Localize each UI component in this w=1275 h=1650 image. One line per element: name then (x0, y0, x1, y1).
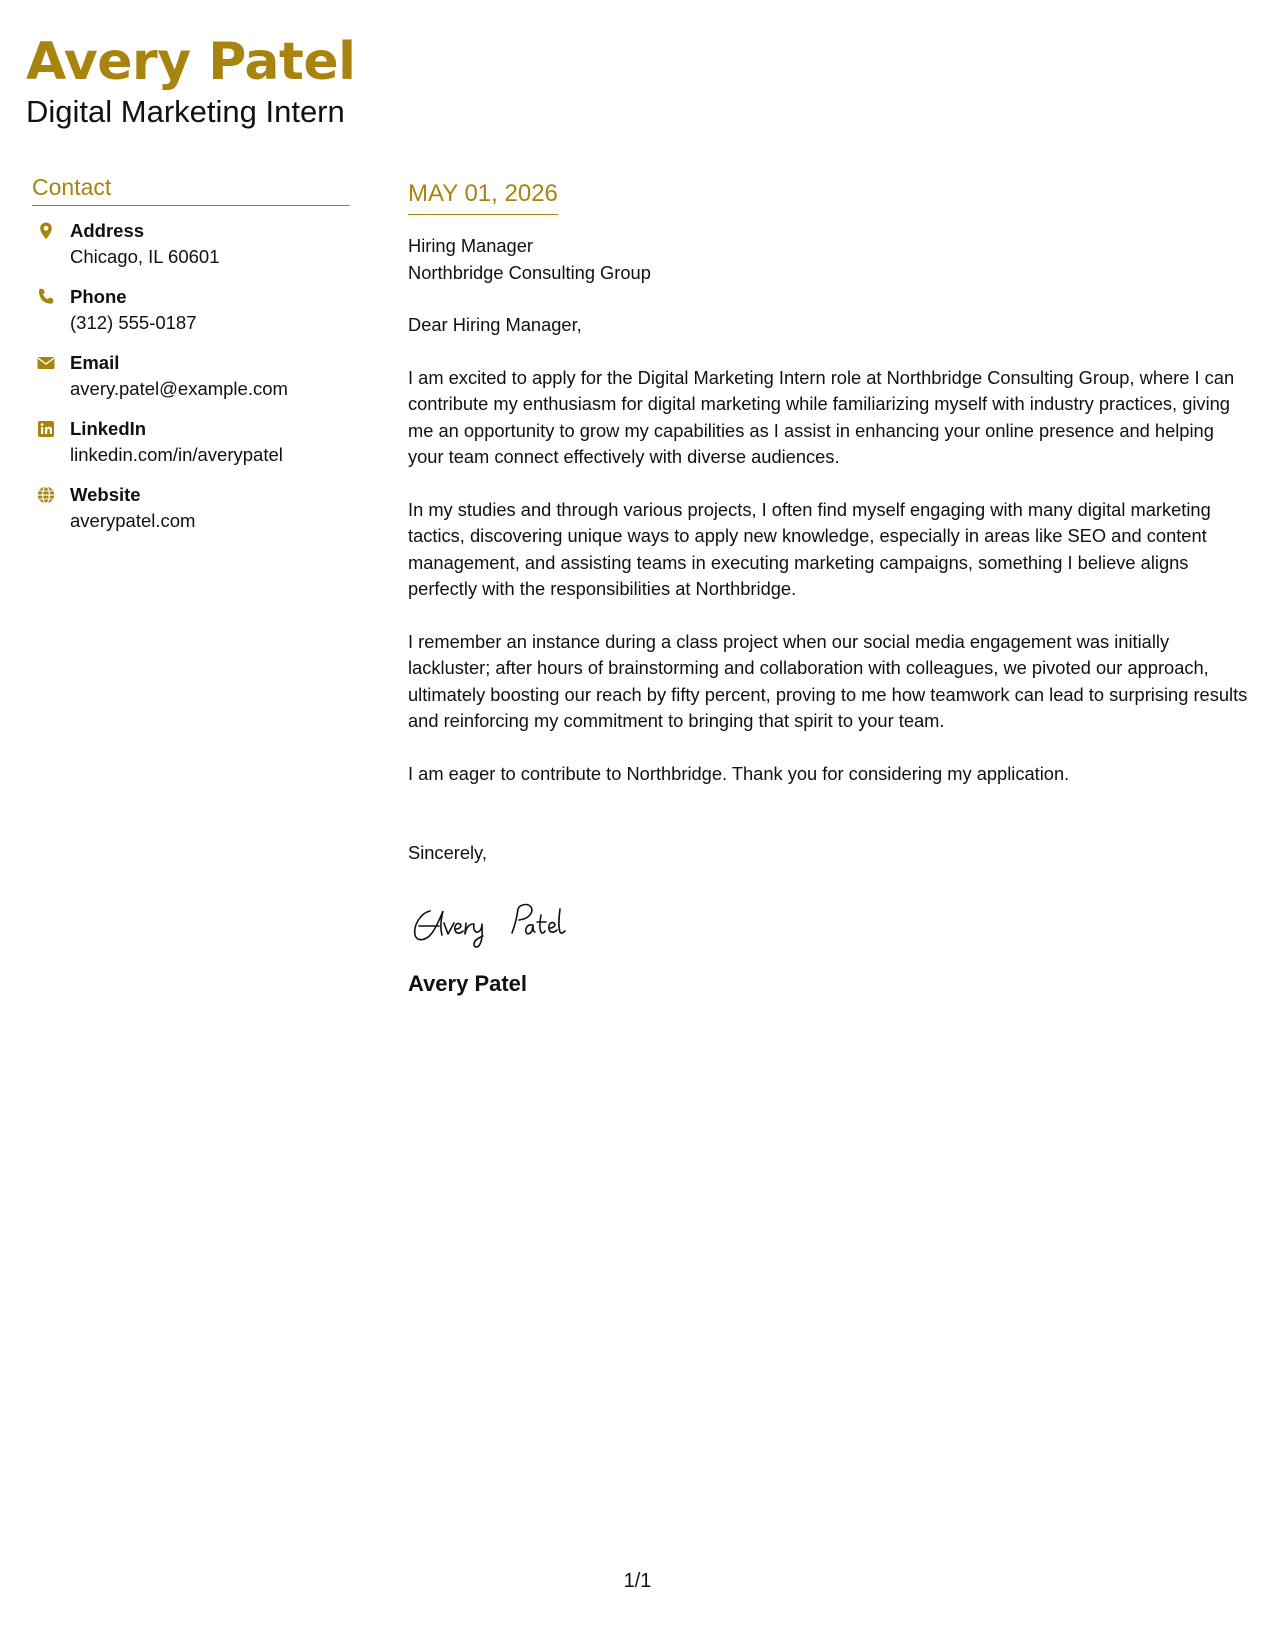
contact-item-linkedin (32, 416, 350, 468)
contact-value: Chicago, IL 60601 (70, 246, 220, 267)
contact-label: Phone (70, 286, 127, 307)
phone-icon (36, 287, 56, 307)
contact-item-email (32, 350, 350, 402)
contact-value: linkedin.com/in/averypatel (70, 444, 283, 465)
linkedin-icon (36, 419, 56, 439)
signed-name: Avery Patel (408, 970, 528, 996)
contact-item-website (32, 482, 350, 534)
handwritten-signature (408, 893, 1248, 953)
contact-value: avery.patel@example.com (70, 378, 288, 399)
page-number: 1/1 (623, 1570, 652, 1592)
contact-value: averypatel.com (70, 510, 196, 531)
contact-label: Address (70, 220, 145, 241)
globe-icon (36, 485, 56, 505)
applicant-name: Avery Patel (26, 32, 356, 92)
contact-label: Website (70, 484, 141, 505)
recipient-title: Hiring Manager (408, 235, 533, 256)
applicant-role: Digital Marketing Intern (26, 94, 345, 129)
contact-section-title: Contact (32, 174, 350, 206)
signature-graphic (408, 893, 608, 953)
contact-value: (312) 555-0187 (70, 312, 197, 333)
body-paragraph: In my studies and through various projects, I often find myself engaging with many digital marketing tactics, discovering unique ways to apply new knowledge, especially in areas like SEO and content management, and assisting teams in executing marketing campaigns, something I believe aligns perfectly with the responsibilities at Northbridge. (408, 498, 1211, 599)
recipient-block (408, 233, 1248, 286)
recipient-company: Northbridge Consulting Group (408, 261, 651, 283)
body-paragraph: I remember an instance during a class project when our social media engagement was initially lackluster; after hours of brainstorming and collaboration with colleagues, we pivoted our approach, ultimately boosting our reach by fifty percent, proving to me how teamwork can lead to surprising results and reinforcing my commitment to bringing that spirit to your team. (408, 630, 1248, 731)
contact-sidebar (32, 174, 350, 548)
contact-label: Email (70, 352, 120, 373)
letter-date: MAY 01, 2026 (408, 178, 558, 215)
body-paragraph: I am eager to contribute to Northbridge. Thank you for considering my application. (408, 762, 1070, 784)
letter-body (408, 178, 1248, 997)
envelope-icon (36, 353, 56, 373)
contact-label: LinkedIn (70, 418, 147, 439)
map-pin-icon (36, 221, 56, 241)
contact-item-address (32, 218, 350, 270)
closing: Sincerely, (408, 842, 487, 863)
letter-header (26, 30, 355, 130)
contact-item-phone (32, 284, 350, 336)
body-paragraph: I am excited to apply for the Digital Marketing Intern role at Northbridge Consulting Group, where I can contribute my enthusiasm for digital marketing while familiarizing myself with industry practices, giving me an opportunity to grow my capabilities as I assist in enhancing your online presence and helping your team connect effectively with diverse audiences. (408, 366, 1235, 467)
greeting: Dear Hiring Manager, (408, 314, 582, 335)
